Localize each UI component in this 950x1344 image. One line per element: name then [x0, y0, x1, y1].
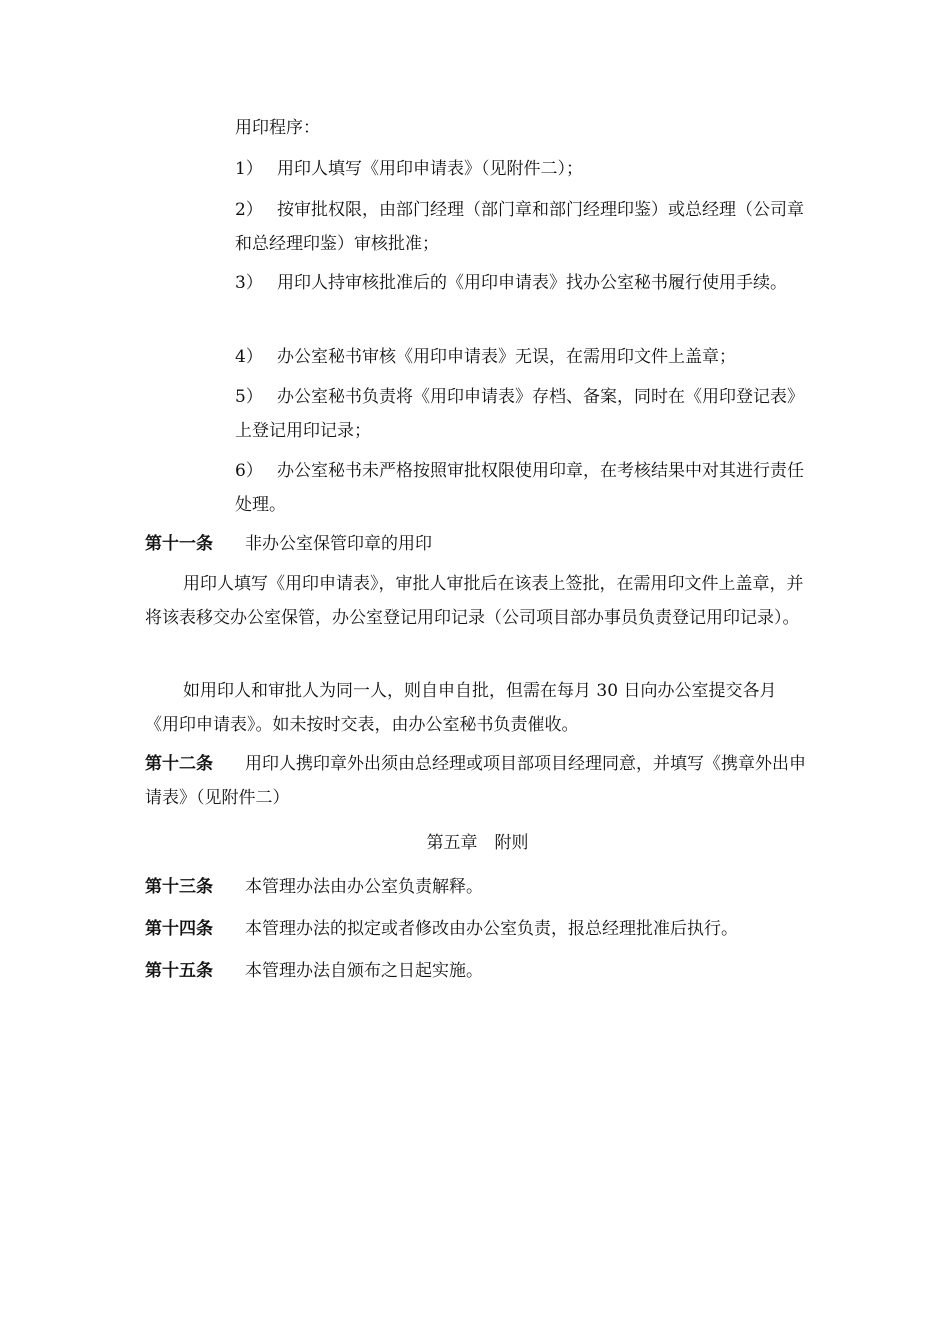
- item-text: 办公室秘书审核《用印申请表》无误，在需用印文件上盖章；: [277, 347, 736, 367]
- article-label: 第十二条: [145, 754, 213, 774]
- item-number: 5）: [235, 387, 263, 407]
- article-11-paragraph-1: 用印人填写《用印申请表》，审批人审批后在该表上签批，在需用印文件上盖章，并将该表移交办公室保管，办公室登记用印记录（公司项目部办事员负责登记用印记录）。: [145, 574, 804, 628]
- article-11-paragraph-2: 如用印人和审批人为同一人，则自申自批，但需在每月 30 日向办公室提交各月《用印申请表》。如未按时交表，由办公室秘书负责催收。: [145, 681, 777, 735]
- article-text: 本管理办法自颁布之日起实施。: [245, 961, 483, 981]
- item-text: 用印人填写《用印申请表》（见附件二）；: [277, 159, 583, 179]
- item-text: 按审批权限，由部门经理（部门章和部门经理印鉴）或总经理（公司章和总经理印鉴）审核批准；: [235, 200, 804, 254]
- procedure-item-1: [235, 152, 815, 186]
- procedure-item-4: [235, 340, 815, 374]
- article-text: 本管理办法由办公室负责解释。: [245, 877, 483, 897]
- item-text: 用印人持审核批准后的《用印申请表》找办公室秘书履行使用手续。: [277, 273, 787, 293]
- procedure-item-3: [235, 266, 815, 300]
- article-label: 第十五条: [145, 961, 213, 981]
- procedure-item-6: [235, 454, 815, 522]
- item-number: 3）: [235, 273, 263, 293]
- procedure-item-2: [235, 193, 815, 261]
- article-15: [145, 954, 810, 988]
- article-13: [145, 870, 810, 904]
- procedure-item-5: [235, 380, 815, 448]
- article-12: [145, 747, 810, 815]
- article-label: 第十一条: [145, 534, 213, 554]
- article-label: 第十四条: [145, 919, 213, 939]
- article-text: 本管理办法的拟定或者修改由办公室负责，报总经理批准后执行。: [245, 919, 738, 939]
- item-text: 办公室秘书负责将《用印申请表》存档、备案，同时在《用印登记表》上登记用印记录；: [235, 387, 804, 441]
- item-number: 1）: [235, 159, 263, 179]
- article-title: 非办公室保管印章的用印: [245, 534, 432, 554]
- chapter-5-title: 第五章 附则: [426, 833, 529, 853]
- article-14: [145, 912, 810, 946]
- article-11-heading: [145, 527, 810, 561]
- item-number: 2）: [235, 200, 263, 220]
- article-text: 用印人携印章外出须由总经理或项目部项目经理同意，并填写《携章外出申请表》（见附件二）: [145, 754, 806, 808]
- item-text: 办公室秘书未严格按照审批权限使用印章，在考核结果中对其进行责任处理。: [235, 461, 804, 515]
- item-number: 6）: [235, 461, 263, 481]
- procedure-heading: 用印程序：: [235, 118, 320, 138]
- item-number: 4）: [235, 347, 263, 367]
- article-label: 第十三条: [145, 877, 213, 897]
